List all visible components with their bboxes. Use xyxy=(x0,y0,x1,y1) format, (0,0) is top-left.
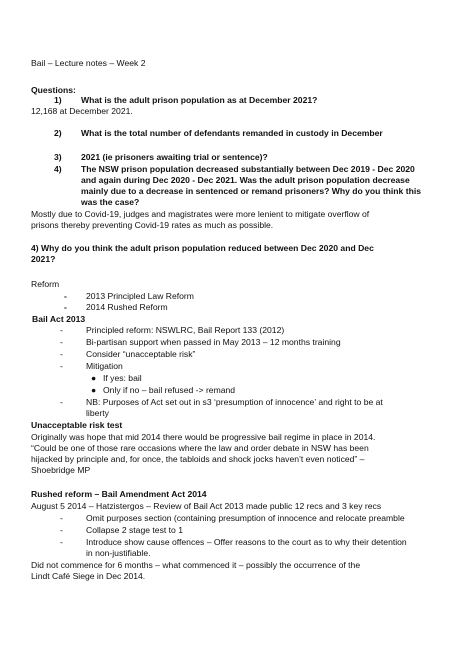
question-text-line: The NSW prison population decreased substantially between Dec 2019 - Dec 2020 xyxy=(81,164,415,174)
answer-4-line: prisons thereby preventing Covid-19 rates as much as possible. xyxy=(31,220,274,230)
dash-bullet: - xyxy=(60,513,63,523)
dash-bullet: - xyxy=(60,537,63,547)
questions-heading: Questions: xyxy=(31,85,76,95)
question-number: 1) xyxy=(54,95,62,105)
bail-act-item: Principled reform: NSWLRC, Bail Report 133 (2012) xyxy=(86,325,285,335)
risk-test-line: hijacked by principle and, for once, the tabloids and shock jocks haven’t even noticed” – xyxy=(31,454,365,464)
dash-bullet: - xyxy=(64,291,67,301)
mitigation-item: Only if no – bail refused -> remand xyxy=(103,385,236,395)
question-text: 2021 (ie prisoners awaiting trial or sentence)? xyxy=(81,152,268,162)
question-text-line: and again during Dec 2020 - Dec 2021. Was the adult prison population decrease xyxy=(81,175,410,185)
risk-test-line: Shoebridge MP xyxy=(31,465,91,475)
dash-bullet: - xyxy=(60,337,63,347)
rushed-reform-item: Omit purposes section (containing presumption of innocence and relocate preamble xyxy=(86,513,405,523)
question-number: 3) xyxy=(54,152,62,162)
bail-act-nb-line: NB: Purposes of Act set out in s3 ‘presumption of innocence’ and right to be at xyxy=(86,397,383,407)
rushed-reform-item: Collapse 2 stage test to 1 xyxy=(86,525,183,535)
answer-4-line: Mostly due to Covid-19, judges and magistrates were more lenient to mitigate overflow of xyxy=(31,209,370,219)
answer-1: 12,168 at December 2021. xyxy=(31,106,133,116)
dash-bullet: - xyxy=(60,325,63,335)
rushed-reform-closing-line: Lindt Café Siege in Dec 2014. xyxy=(31,571,146,581)
question-number: 4) xyxy=(54,164,62,174)
rushed-reform-closing-line: Did not commence for 6 months – what commenced it – possibly the occurrence of the xyxy=(31,560,361,570)
question-text: What is the adult prison population as at December 2021? xyxy=(81,95,318,105)
bail-act-item: Mitigation xyxy=(86,361,123,371)
risk-test-line: Originally was hope that mid 2014 there would be progressive bail regime in place in 2014. xyxy=(31,432,376,442)
bail-act-nb-line: liberty xyxy=(86,408,109,418)
document-title: Bail – Lecture notes – Week 2 xyxy=(31,58,146,68)
rushed-reform-intro: August 5 2014 – Hatzistergos – Review of Bail Act 2013 made public 12 recs and 3 key recs xyxy=(31,501,382,511)
rushed-reform-item: in non-justifiable. xyxy=(86,548,151,558)
rushed-reform-item: Introduce show cause offences – Offer reasons to the court as to why their detention xyxy=(86,537,407,547)
reform-item: 2014 Rushed Reform xyxy=(86,302,168,312)
rushed-reform-heading: Rushed reform – Bail Amendment Act 2014 xyxy=(31,489,207,499)
dash-bullet: - xyxy=(64,302,67,312)
question-number: 2) xyxy=(54,128,62,138)
bail-act-item: Consider “unacceptable risk” xyxy=(86,349,196,359)
dot-bullet: ● xyxy=(91,385,97,395)
reform-heading: Reform xyxy=(31,279,60,289)
risk-test-heading: Unacceptable risk test xyxy=(31,420,123,430)
reform-item: 2013 Principled Law Reform xyxy=(86,291,194,301)
question-4b-line: 2021? xyxy=(31,254,56,264)
dash-bullet: - xyxy=(60,397,63,407)
bail-act-heading: Bail Act 2013 xyxy=(32,314,86,324)
dash-bullet: - xyxy=(60,361,63,371)
dot-bullet: ● xyxy=(91,373,97,383)
question-text-line: was the case? xyxy=(81,197,140,207)
dash-bullet: - xyxy=(60,525,63,535)
risk-test-line: “Could be one of those rare occasions where the law and order debate in NSW has been xyxy=(31,443,369,453)
bail-act-item: Bi-partisan support when passed in May 2013 – 12 months training xyxy=(86,337,341,347)
dash-bullet: - xyxy=(60,349,63,359)
question-4b-line: 4) Why do you think the adult prison population reduced between Dec 2020 and Dec xyxy=(31,243,374,253)
mitigation-item: If yes: bail xyxy=(103,373,142,383)
question-text-line: mainly due to a decrease in sentenced or remand prisoners? Why do you think this xyxy=(81,186,422,196)
question-text: What is the total number of defendants remanded in custody in December xyxy=(81,128,383,138)
